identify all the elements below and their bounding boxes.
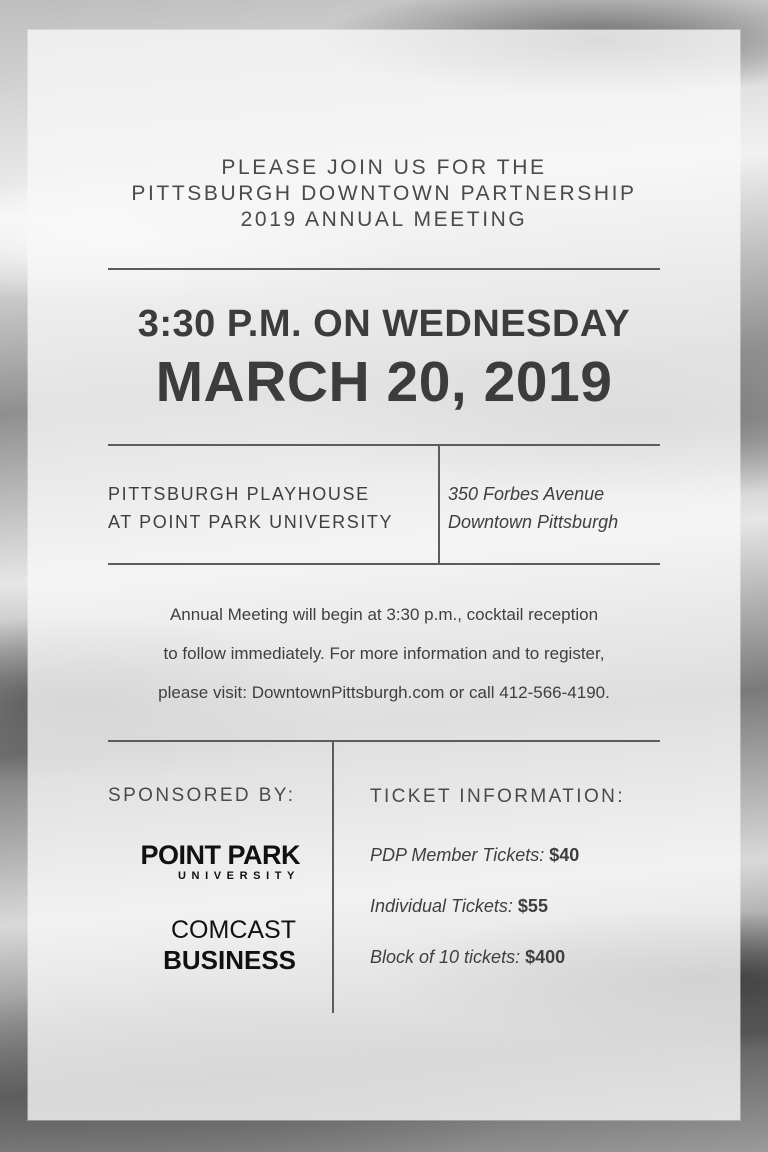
ticket-label: Block of 10 tickets: [370,947,521,967]
divider-bottom-vertical [332,741,334,1013]
info-line-3: please visit: DowntownPittsburgh.com or call 412-566-4190. [158,683,610,702]
divider-venue [108,563,660,565]
point-park-logo: POINT PARK [140,840,300,870]
address-line-2: Downtown Pittsburgh [448,512,619,532]
sponsored-by-label: SPONSORED BY: [108,785,296,806]
ticket-price: $400 [525,947,566,967]
comcast-logo-sub: BUSINESS [163,945,296,975]
divider-info [108,740,660,742]
intro-line-1: PLEASE JOIN US FOR THE [221,156,547,179]
ticket-row [370,896,710,917]
point-park-logo-sub: UNIVERSITY [177,870,300,882]
venue-name [108,480,418,536]
ticket-row [370,947,710,968]
divider-venue-vertical [438,445,440,563]
ticket-label: PDP Member Tickets: [370,845,545,865]
venue-line-2: AT POINT PARK UNIVERSITY [108,512,394,532]
ticket-price: $55 [517,896,548,916]
divider-date [108,444,660,446]
address-line-1: 350 Forbes Avenue [448,484,605,504]
venue-address [448,480,698,536]
ticket-info-label: TICKET INFORMATION: [370,786,625,807]
divider-top [108,268,660,270]
ticket-price: $40 [549,845,580,865]
meeting-info [88,595,680,712]
info-line-2: to follow immediately. For more information and to register, [163,644,605,663]
ticket-row [370,845,710,866]
ticket-label: Individual Tickets: [370,896,513,916]
event-time: 3:30 P.M. ON WEDNESDAY [137,303,631,345]
intro-line-2: PITTSBURGH DOWNTOWN PARTNERSHIP [131,182,637,205]
venue-line-1: PITTSBURGH PLAYHOUSE [108,484,370,504]
invitation-card [28,30,740,1120]
comcast-logo: COMCAST [171,916,296,944]
info-line-1: Annual Meeting will begin at 3:30 p.m., cocktail reception [169,605,599,624]
event-date: MARCH 20, 2019 [155,350,613,414]
intro-heading [28,155,740,233]
intro-line-3: 2019 ANNUAL MEETING [240,208,528,231]
